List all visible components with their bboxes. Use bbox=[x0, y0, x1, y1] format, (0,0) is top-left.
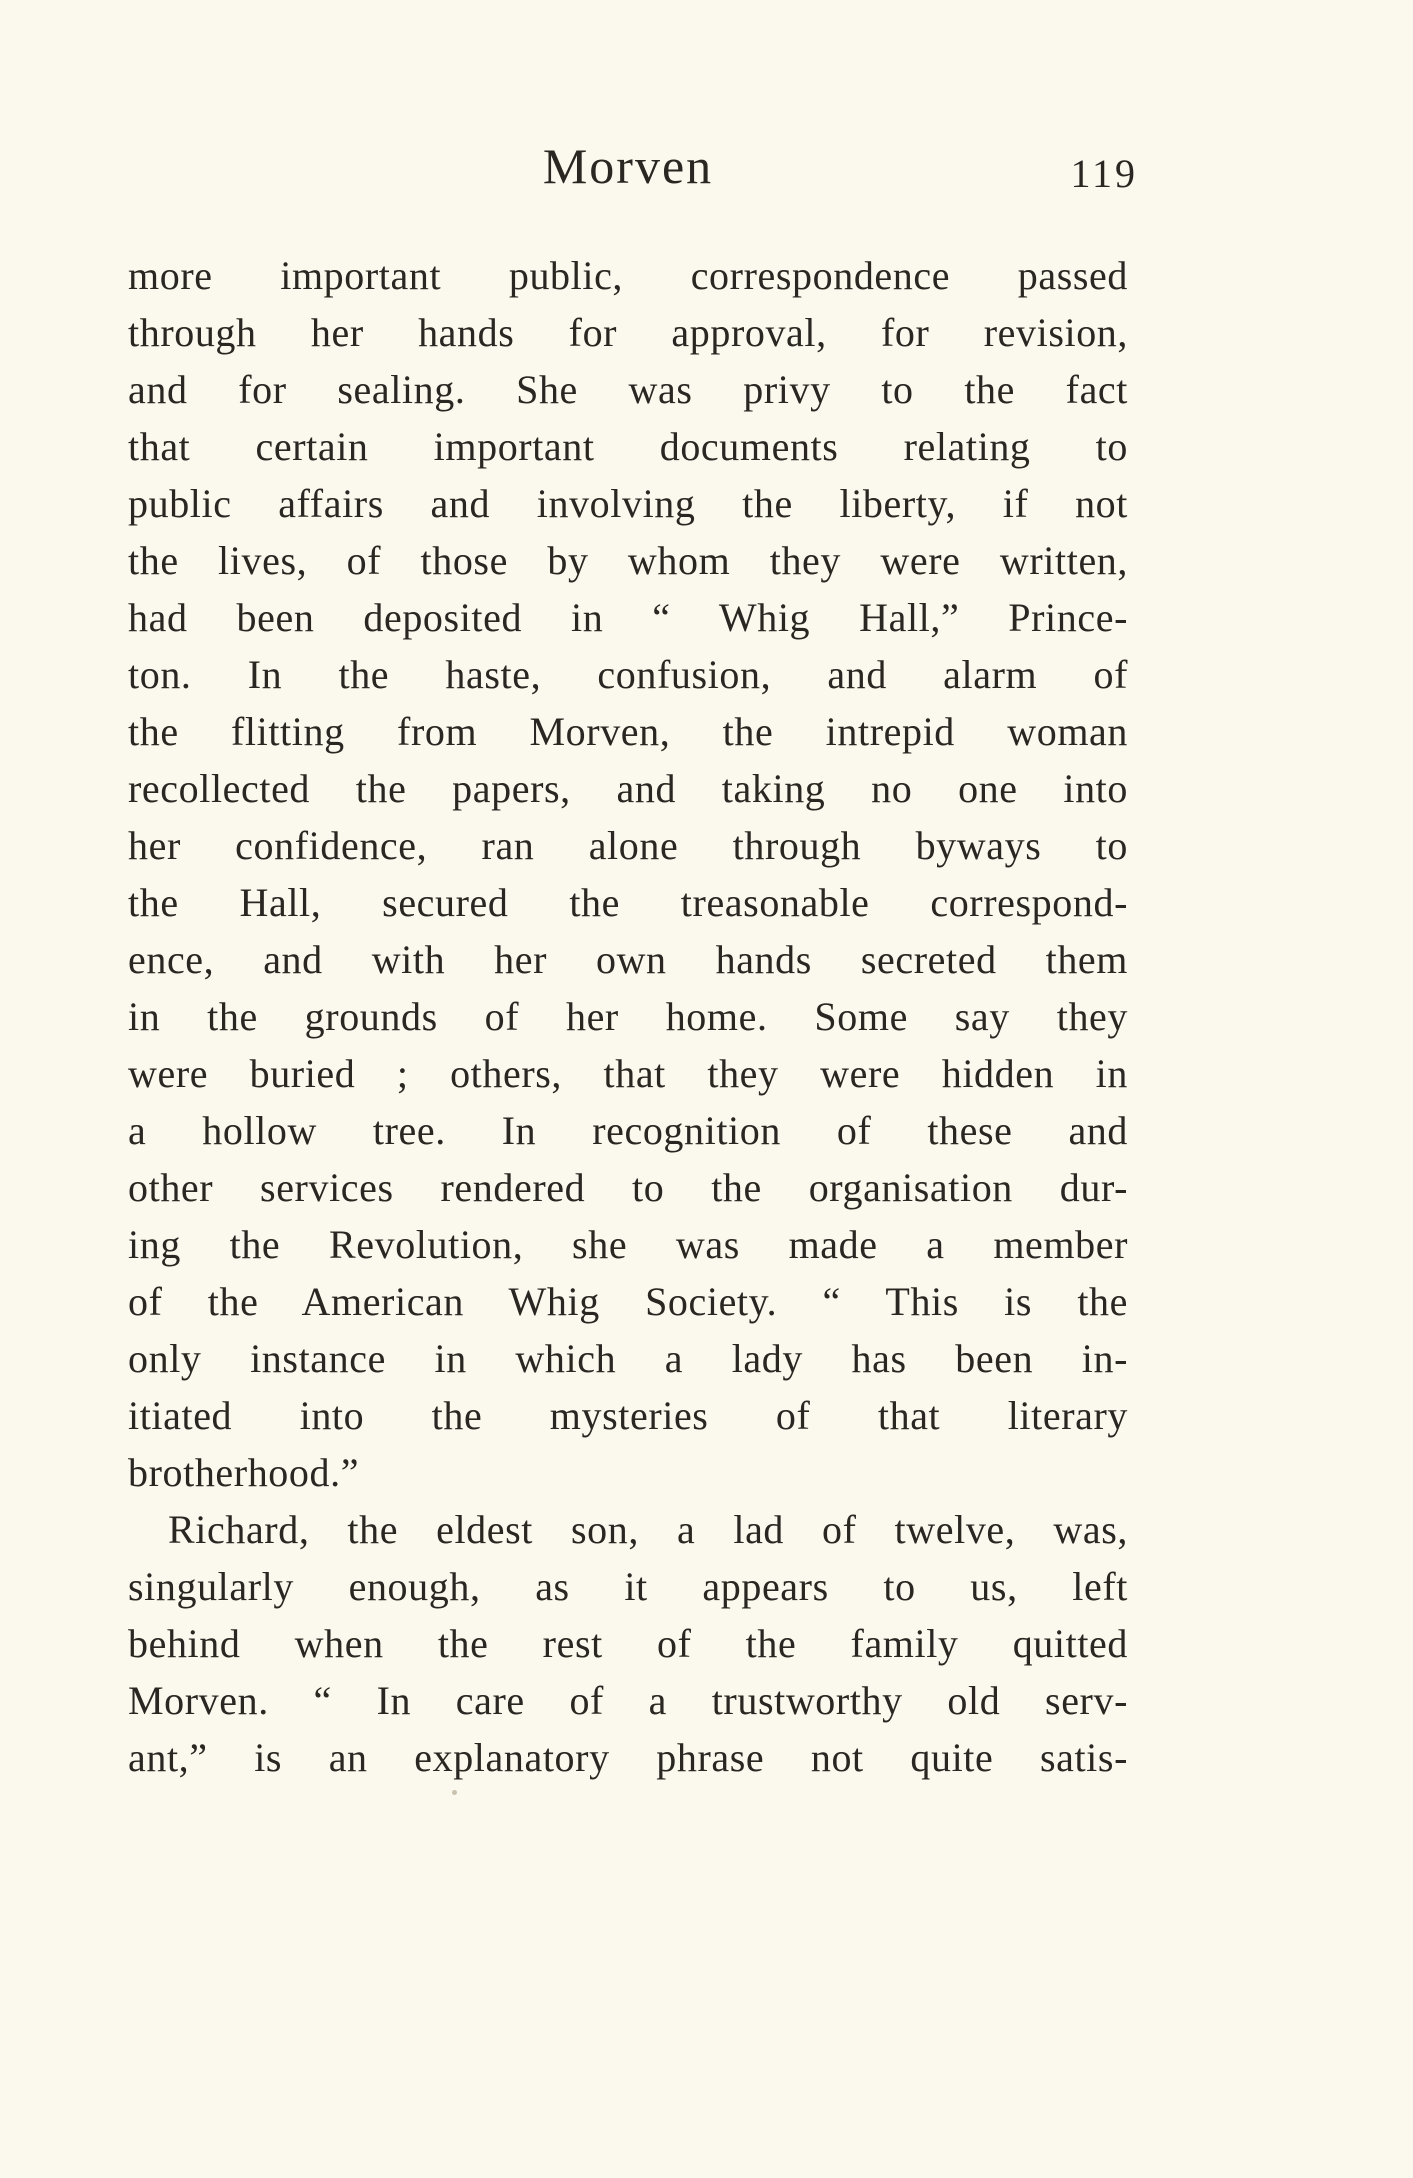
text-line: in the grounds of her home. Some say they bbox=[128, 994, 1128, 1039]
text-line: that certain important documents relating to bbox=[128, 424, 1128, 469]
text-line: the Hall, secured the treasonable correspond- bbox=[128, 880, 1128, 925]
text-line: of the American Whig Society. “ This is the bbox=[128, 1279, 1128, 1324]
text-line: singularly enough, as it appears to us, left bbox=[128, 1564, 1128, 1609]
text-line: only instance in which a lady has been in- bbox=[128, 1336, 1128, 1381]
text-line: other services rendered to the organisation dur- bbox=[128, 1165, 1128, 1210]
running-title: Morven bbox=[542, 138, 714, 194]
text-line: more important public, correspondence passed bbox=[128, 253, 1128, 298]
text-line: her confidence, ran alone through byways to bbox=[128, 823, 1128, 868]
text-line: had been deposited in “ Whig Hall,” Prince- bbox=[128, 595, 1128, 640]
text-line: were buried ; others, that they were hidden in bbox=[128, 1051, 1128, 1096]
text-line: the flitting from Morven, the intrepid woman bbox=[128, 709, 1128, 754]
text-line: ence, and with her own hands secreted them bbox=[128, 937, 1128, 982]
text-line: recollected the papers, and taking no one into bbox=[128, 766, 1128, 811]
text-line: a hollow tree. In recognition of these and bbox=[128, 1108, 1128, 1153]
text-line: itiated into the mysteries of that literary bbox=[128, 1393, 1128, 1438]
text-line: ton. In the haste, confusion, and alarm of bbox=[128, 652, 1128, 697]
text-line: Morven. “ In care of a trustworthy old serv- bbox=[128, 1678, 1128, 1723]
body-text bbox=[128, 247, 1128, 1786]
paragraph-start-line: Richard, the eldest son, a lad of twelve, was, bbox=[168, 1507, 1128, 1552]
paragraph-end-line: brotherhood.” bbox=[128, 1450, 360, 1495]
text-line: public affairs and involving the liberty, if not bbox=[128, 481, 1128, 526]
running-head bbox=[128, 136, 1138, 196]
text-line: the lives, of those by whom they were written, bbox=[128, 538, 1128, 583]
text-line: ant,” is an explanatory phrase not quite satis- bbox=[128, 1735, 1128, 1780]
text-line: ing the Revolution, she was made a member bbox=[128, 1222, 1128, 1267]
text-line: behind when the rest of the family quitted bbox=[128, 1621, 1128, 1666]
text-line: through her hands for approval, for revision, bbox=[128, 310, 1128, 355]
page-number: 119 bbox=[1070, 151, 1138, 196]
paper-speck bbox=[452, 1790, 457, 1795]
text-line: and for sealing. She was privy to the fact bbox=[128, 367, 1128, 412]
